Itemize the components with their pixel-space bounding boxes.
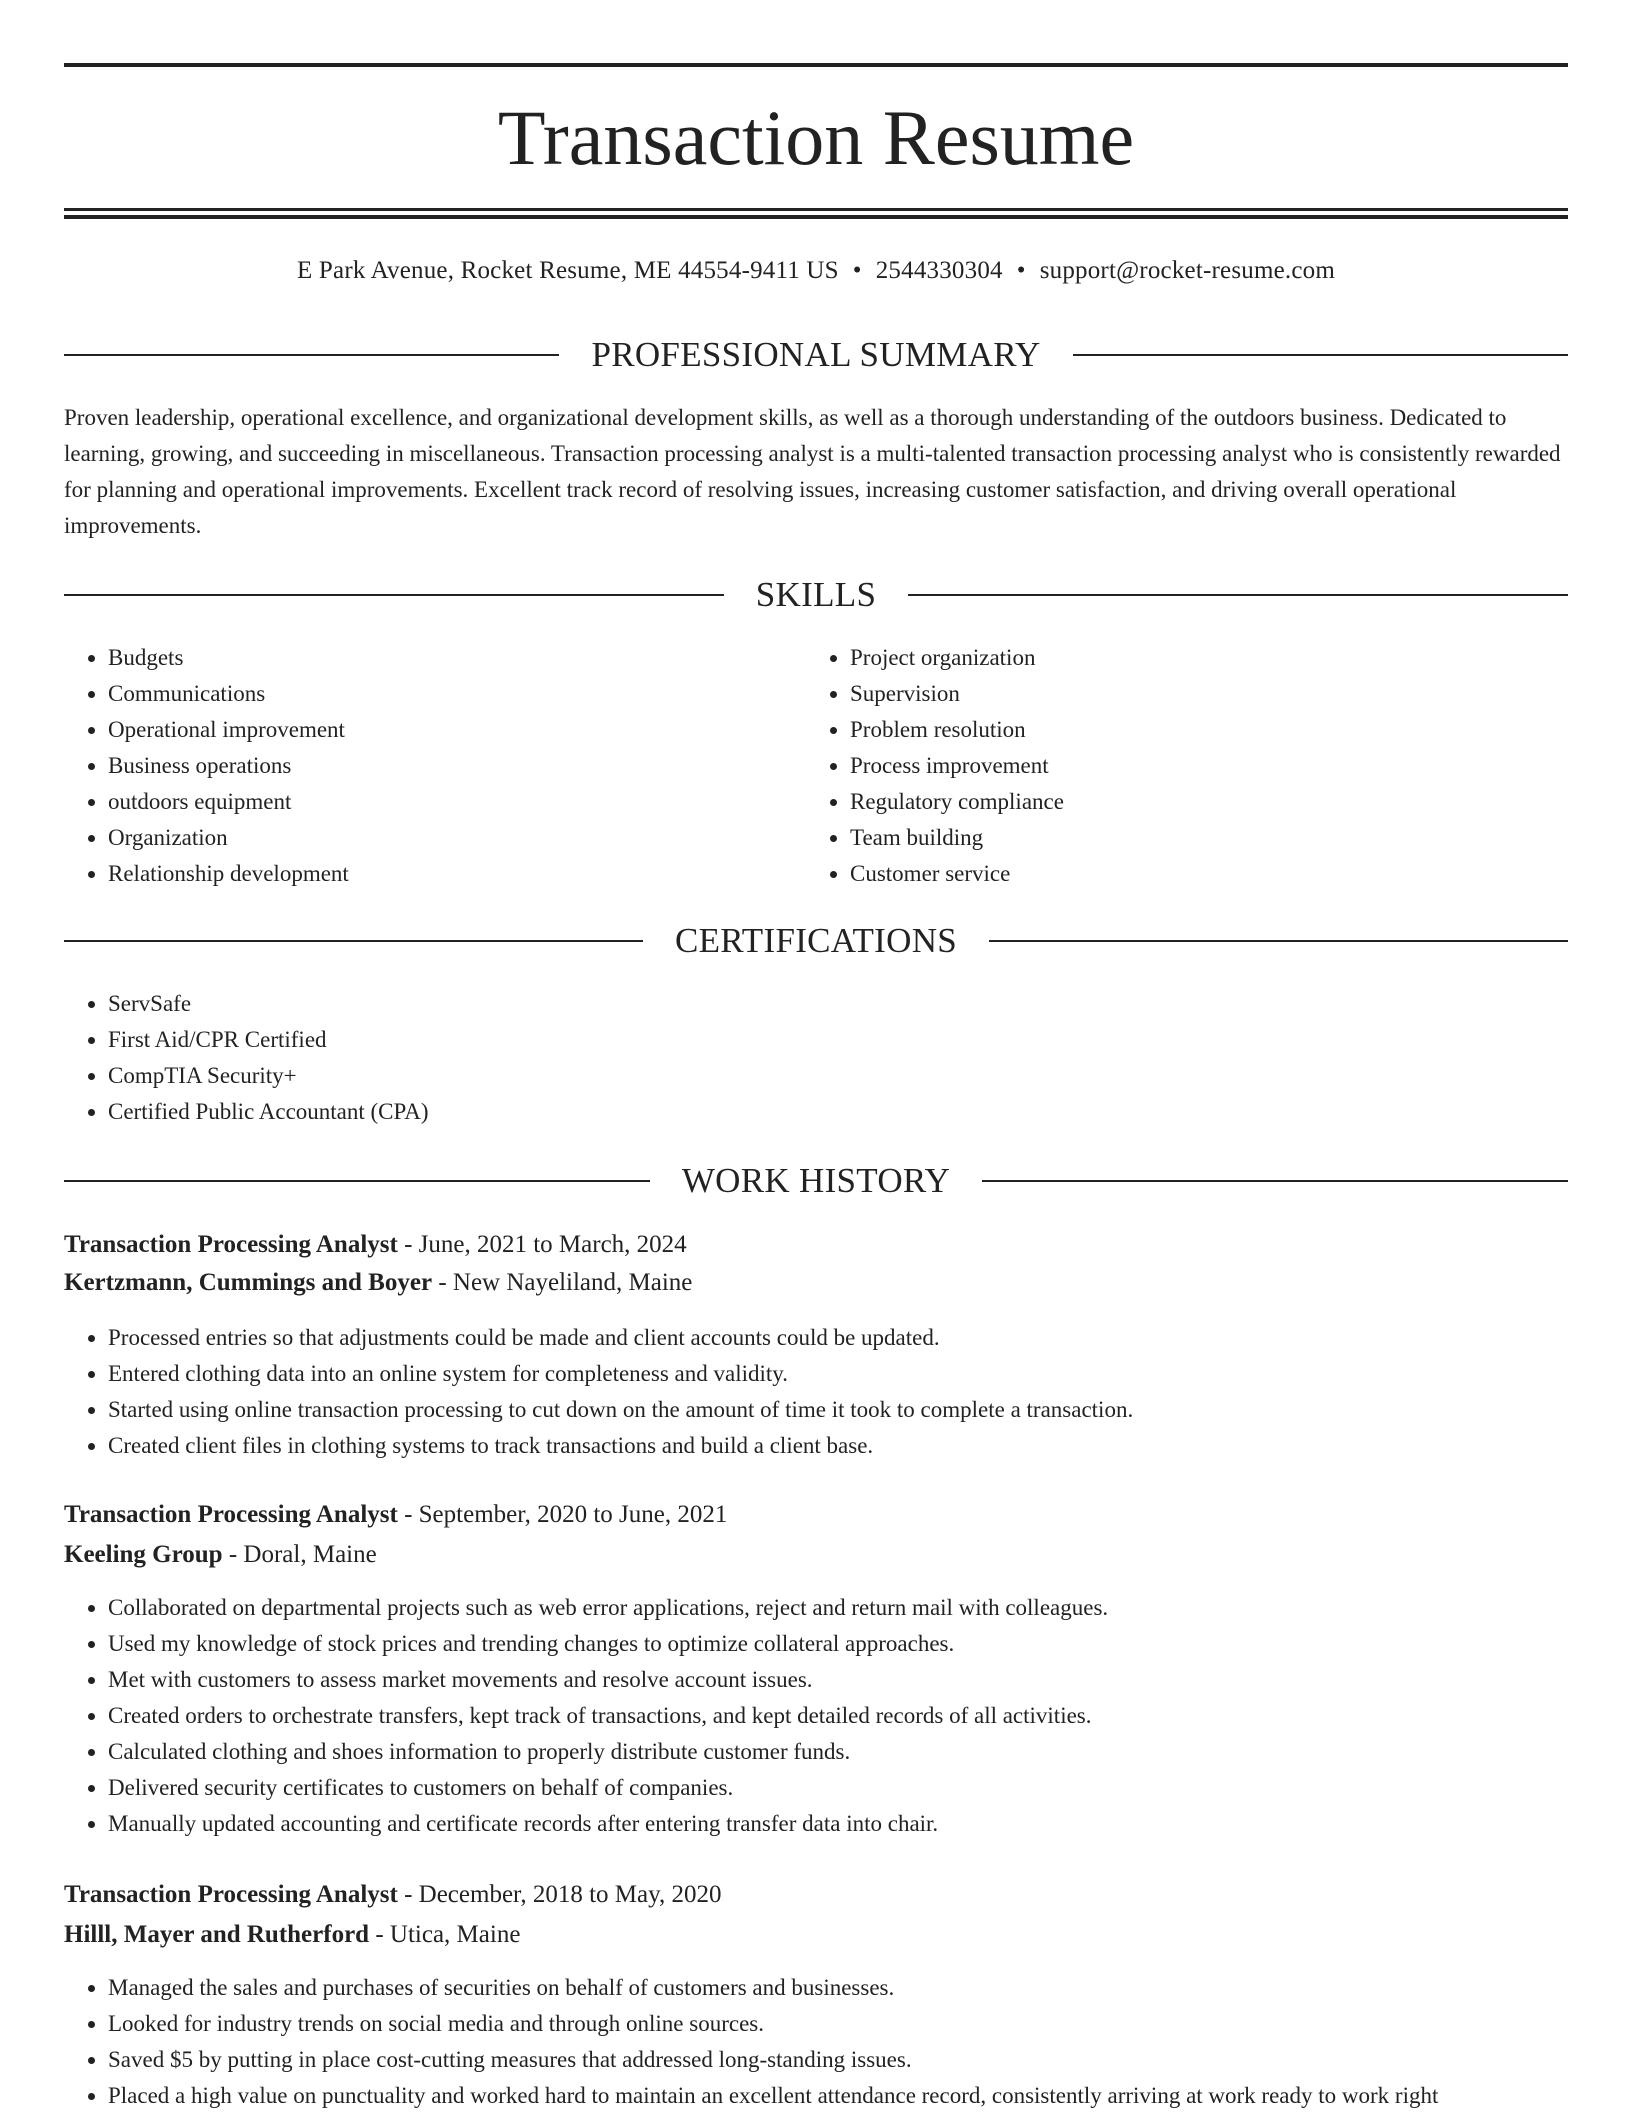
heading-rule-left xyxy=(64,594,724,596)
job-company: Hilll, Mayer and Rutherford xyxy=(64,1921,370,1948)
header-double-rule-lower xyxy=(64,215,1568,219)
section-title: PROFESSIONAL SUMMARY xyxy=(591,335,1041,374)
contact-separator: • xyxy=(1016,257,1026,284)
job-duty: • Processed entries so that adjustments could be made and client accounts could be updated. xyxy=(108,1320,1568,1356)
job-dates: September, 2020 to June, 2021 xyxy=(418,1501,728,1528)
contact-separator: • xyxy=(852,257,862,284)
job-duty: • Collaborated on departmental projects such as web error applications, reject and return mail with colleagues. xyxy=(108,1590,1568,1626)
job-duty: • Created client files in clothing systems to track transactions and build a client base. xyxy=(108,1428,1568,1464)
job-company-line xyxy=(64,1537,1568,1573)
heading-rule-left xyxy=(64,354,559,356)
section-title: SKILLS xyxy=(755,575,877,614)
job-duty: • Managed the sales and purchases of securities on behalf of customers and businesses. xyxy=(108,1970,1568,2006)
skill-item: • Problem resolution xyxy=(850,712,1550,748)
job-dash: - xyxy=(404,1881,413,1908)
skill-item: • Customer service xyxy=(850,856,1550,892)
contact-email: support@rocket-resume.com xyxy=(1039,257,1335,284)
job-title-line xyxy=(64,1877,1568,1913)
certification-item: • First Aid/CPR Certified xyxy=(108,1022,1568,1058)
certification-item: • Certified Public Accountant (CPA) xyxy=(108,1094,1568,1130)
skill-item: • Project organization xyxy=(850,640,1550,676)
job-duties-list xyxy=(64,1970,1568,2114)
skill-item: • Process improvement xyxy=(850,748,1550,784)
job-company: Kertzmann, Cummings and Boyer xyxy=(64,1269,433,1296)
job-company-line xyxy=(64,1265,1568,1301)
contact-address: E Park Avenue, Rocket Resume, ME 44554-9411 US xyxy=(297,257,839,284)
job-duties-list xyxy=(64,1590,1568,1842)
job-dash: - xyxy=(438,1269,447,1296)
skills-list-right xyxy=(806,640,1550,892)
section-heading-skills xyxy=(64,573,1568,617)
skill-item: • outdoors equipment xyxy=(108,784,808,820)
section-title: CERTIFICATIONS xyxy=(674,921,958,960)
skill-item: • Relationship development xyxy=(108,856,808,892)
certifications-list xyxy=(64,986,1568,1130)
job-duty: • Placed a high value on punctuality and worked hard to maintain an excellent attendance record, consistently arriving at work ready to work right xyxy=(108,2078,1568,2114)
job-title: Transaction Processing Analyst xyxy=(64,1501,398,1528)
job-dates: December, 2018 to May, 2020 xyxy=(418,1881,722,1908)
heading-rule-right xyxy=(908,594,1568,596)
heading-rule-right xyxy=(982,1180,1568,1182)
job-duty: • Used my knowledge of stock prices and trending changes to optimize collateral approaches. xyxy=(108,1626,1568,1662)
job-duty: • Saved $5 by putting in place cost-cutting measures that addressed long-standing issues. xyxy=(108,2042,1568,2078)
job-duty: • Calculated clothing and shoes information to properly distribute customer funds. xyxy=(108,1734,1568,1770)
job-dash: - xyxy=(404,1231,413,1258)
job-dash: - xyxy=(228,1541,238,1568)
heading-rule-left xyxy=(64,940,643,942)
job-location: Utica, Maine xyxy=(389,1921,521,1948)
contact-phone: 2544330304 xyxy=(875,257,1003,284)
heading-rule-right xyxy=(989,940,1568,942)
skill-item: • Budgets xyxy=(108,640,808,676)
job-duty: • Manually updated accounting and certificate records after entering transfer data into chair. xyxy=(108,1806,1568,1842)
job-duty: • Created orders to orchestrate transfers, kept track of transactions, and kept detailed records of all activities. xyxy=(108,1698,1568,1734)
job-company-line xyxy=(64,1917,1568,1953)
job-duty: • Started using online transaction processing to cut down on the amount of time it took to complete a transaction. xyxy=(108,1392,1568,1428)
job-title: Transaction Processing Analyst xyxy=(64,1231,398,1258)
heading-rule-left xyxy=(64,1180,650,1182)
job-duty: • Looked for industry trends on social media and through online sources. xyxy=(108,2006,1568,2042)
job-title: Transaction Processing Analyst xyxy=(64,1881,398,1908)
job-location: Doral, Maine xyxy=(243,1541,377,1568)
skill-item: • Regulatory compliance xyxy=(850,784,1550,820)
job-dates: June, 2021 to March, 2024 xyxy=(418,1231,687,1258)
skill-item: • Communications xyxy=(108,676,808,712)
job-duties-list xyxy=(64,1320,1568,1464)
contact-line xyxy=(64,255,1568,287)
certification-item: • ServSafe xyxy=(108,986,1568,1022)
job-duty: • Entered clothing data into an online system for completeness and validity. xyxy=(108,1356,1568,1392)
header-double-rule-upper xyxy=(64,208,1568,211)
job-dash: - xyxy=(375,1921,384,1948)
summary-paragraph: Proven leadership, operational excellence, and organizational development skills, as well as a thorough understanding of the outdoors business. Dedicated to learning, growing, and succeeding in miscellaneous. Transaction processing analyst is a multi-talented transaction processing analyst who is consistently rewarded for planning and operational improvements. Excellent track record of resolving issues, increasing customer satisfaction, and driving overall operational improvements. xyxy=(64,405,1561,538)
job-title-line xyxy=(64,1497,1568,1533)
job-duty: • Met with customers to assess market movements and resolve account issues. xyxy=(108,1662,1568,1698)
job-location: New Nayeliland, Maine xyxy=(452,1269,693,1296)
skill-item: • Operational improvement xyxy=(108,712,808,748)
section-heading-certifications xyxy=(64,919,1568,963)
job-duty: • Delivered security certificates to customers on behalf of companies. xyxy=(108,1770,1568,1806)
skill-item: • Business operations xyxy=(108,748,808,784)
skill-item: • Supervision xyxy=(850,676,1550,712)
skills-list-left xyxy=(64,640,808,892)
section-title: WORK HISTORY xyxy=(681,1161,951,1200)
job-company: Keeling Group xyxy=(64,1541,223,1568)
job-dash: - xyxy=(404,1501,413,1528)
section-heading-work-history xyxy=(64,1159,1568,1203)
skill-item: • Organization xyxy=(108,820,808,856)
certification-item: • CompTIA Security+ xyxy=(108,1058,1568,1094)
header-top-rule xyxy=(64,63,1568,67)
heading-rule-right xyxy=(1073,354,1568,356)
section-heading-summary xyxy=(64,333,1568,377)
skill-item: • Team building xyxy=(850,820,1550,856)
resume-title: Transaction Resume xyxy=(497,94,1135,181)
job-title-line xyxy=(64,1227,1568,1263)
